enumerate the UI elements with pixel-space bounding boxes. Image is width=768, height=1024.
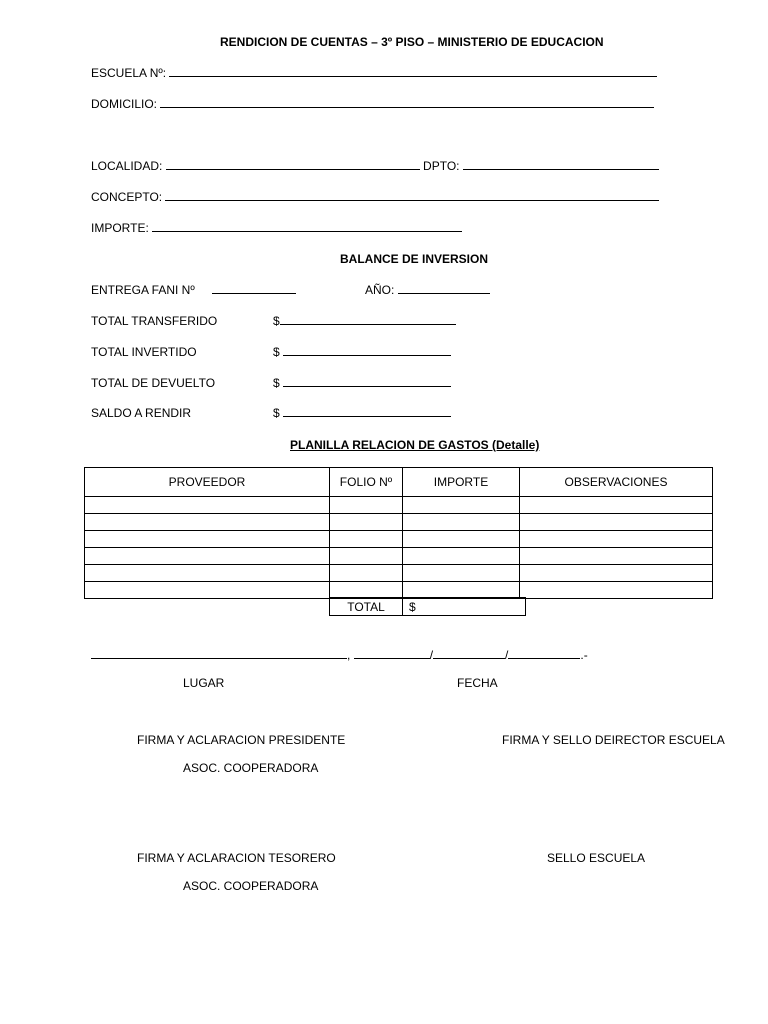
currency-symbol: $	[409, 599, 416, 614]
firma-presidente-label: FIRMA Y ACLARACION PRESIDENTE	[137, 733, 346, 747]
total-transferido-field[interactable]	[280, 314, 456, 325]
currency-symbol: $	[273, 314, 280, 328]
total-invertido-value	[273, 345, 451, 359]
table-cell[interactable]	[85, 565, 330, 582]
lugar-fecha-line	[91, 648, 588, 662]
end-mark: .-	[580, 648, 588, 662]
table-cell[interactable]	[520, 582, 713, 599]
table-cell[interactable]	[85, 548, 330, 565]
fecha-day-field[interactable]	[354, 648, 430, 659]
sello-escuela-label: SELLO ESCUELA	[547, 851, 646, 865]
entrega-field[interactable]	[212, 283, 296, 294]
table-cell[interactable]	[85, 514, 330, 531]
gastos-table	[84, 467, 713, 599]
anio-label: AÑO:	[365, 283, 395, 297]
lugar-label: LUGAR	[183, 676, 225, 690]
fecha-month-field[interactable]	[433, 648, 505, 659]
concepto-field[interactable]	[165, 190, 659, 201]
currency-symbol: $	[273, 345, 280, 359]
table-cell[interactable]	[85, 531, 330, 548]
table-cell[interactable]	[403, 514, 520, 531]
table-cell[interactable]	[330, 514, 403, 531]
table-cell[interactable]	[520, 548, 713, 565]
table-row	[85, 548, 713, 565]
total-devuelto-field[interactable]	[283, 376, 451, 387]
table-cell[interactable]	[403, 565, 520, 582]
table-row	[85, 514, 713, 531]
total-transferido-value	[273, 314, 456, 328]
saldo-rendir-value	[273, 406, 451, 420]
table-row	[85, 582, 713, 599]
total-transferido-label: TOTAL TRANSFERIDO	[91, 314, 218, 328]
planilla-heading: PLANILLA RELACION DE GASTOS (Detalle)	[290, 438, 540, 452]
fecha-year-field[interactable]	[508, 648, 580, 659]
balance-heading: BALANCE DE INVERSION	[340, 252, 489, 266]
table-cell[interactable]	[520, 531, 713, 548]
importe-row	[91, 221, 462, 235]
total-invertido-label: TOTAL INVERTIDO	[91, 345, 197, 359]
asoc-cooperadora-label-1: ASOC. COOPERADORA	[183, 761, 319, 775]
total-row	[329, 597, 526, 616]
total-label: TOTAL	[330, 598, 403, 616]
table-cell[interactable]	[330, 582, 403, 599]
dpto-field[interactable]	[463, 159, 659, 170]
anio-field[interactable]	[398, 283, 490, 294]
column-header-folio: FOLIO Nº	[330, 468, 403, 497]
domicilio-label: DOMICILIO:	[91, 97, 158, 111]
total-devuelto-label: TOTAL DE DEVUELTO	[91, 376, 216, 390]
anio-row	[365, 283, 490, 297]
table-cell[interactable]	[403, 497, 520, 514]
dpto-label: DPTO:	[423, 159, 460, 173]
slash-separator: /	[505, 648, 509, 662]
total-devuelto-value	[273, 376, 451, 390]
asoc-cooperadora-label-2: ASOC. COOPERADORA	[183, 879, 319, 893]
entrega-label: ENTREGA FANI Nº	[91, 283, 195, 297]
table-cell[interactable]	[330, 548, 403, 565]
table-cell[interactable]	[403, 548, 520, 565]
table-cell[interactable]	[330, 531, 403, 548]
firma-tesorero-label: FIRMA Y ACLARACION TESORERO	[137, 851, 336, 865]
table-row	[85, 565, 713, 582]
table-cell[interactable]	[330, 565, 403, 582]
saldo-rendir-field[interactable]	[283, 406, 451, 417]
table-cell[interactable]	[520, 497, 713, 514]
escuela-field[interactable]	[169, 66, 657, 77]
importe-label: IMPORTE:	[91, 221, 149, 235]
localidad-label: LOCALIDAD:	[91, 159, 163, 173]
table-cell[interactable]	[330, 497, 403, 514]
firma-director-label: FIRMA Y SELLO DEIRECTOR ESCUELA	[502, 733, 725, 747]
escuela-label: ESCUELA Nº:	[91, 66, 167, 80]
escuela-row	[91, 66, 657, 80]
fecha-label: FECHA	[457, 676, 498, 690]
importe-field[interactable]	[152, 221, 462, 232]
comma-separator: ,	[347, 648, 351, 662]
table-header-row	[85, 468, 713, 497]
domicilio-field[interactable]	[160, 97, 654, 108]
table-cell[interactable]	[85, 582, 330, 599]
table-row	[85, 531, 713, 548]
localidad-field[interactable]	[166, 159, 420, 170]
concepto-label: CONCEPTO:	[91, 190, 163, 204]
slash-separator: /	[429, 648, 434, 662]
table-row	[85, 497, 713, 514]
lugar-field[interactable]	[91, 648, 347, 659]
total-invertido-field[interactable]	[283, 345, 451, 356]
domicilio-row	[91, 97, 654, 111]
currency-symbol: $	[273, 406, 280, 420]
saldo-rendir-label: SALDO A RENDIR	[91, 406, 192, 420]
currency-symbol: $	[273, 376, 280, 390]
table-cell[interactable]	[403, 582, 520, 599]
table-cell[interactable]	[85, 497, 330, 514]
concepto-row	[91, 190, 659, 204]
document-title: RENDICION DE CUENTAS – 3º PISO – MINISTERIO DE EDUCACION	[220, 35, 604, 49]
column-header-observaciones: OBSERVACIONES	[520, 468, 713, 497]
table-cell[interactable]	[520, 514, 713, 531]
column-header-proveedor: PROVEEDOR	[85, 468, 330, 497]
total-value-field[interactable]	[403, 598, 526, 616]
table-cell[interactable]	[403, 531, 520, 548]
localidad-row	[91, 159, 659, 173]
table-cell[interactable]	[520, 565, 713, 582]
column-header-importe: IMPORTE	[403, 468, 520, 497]
